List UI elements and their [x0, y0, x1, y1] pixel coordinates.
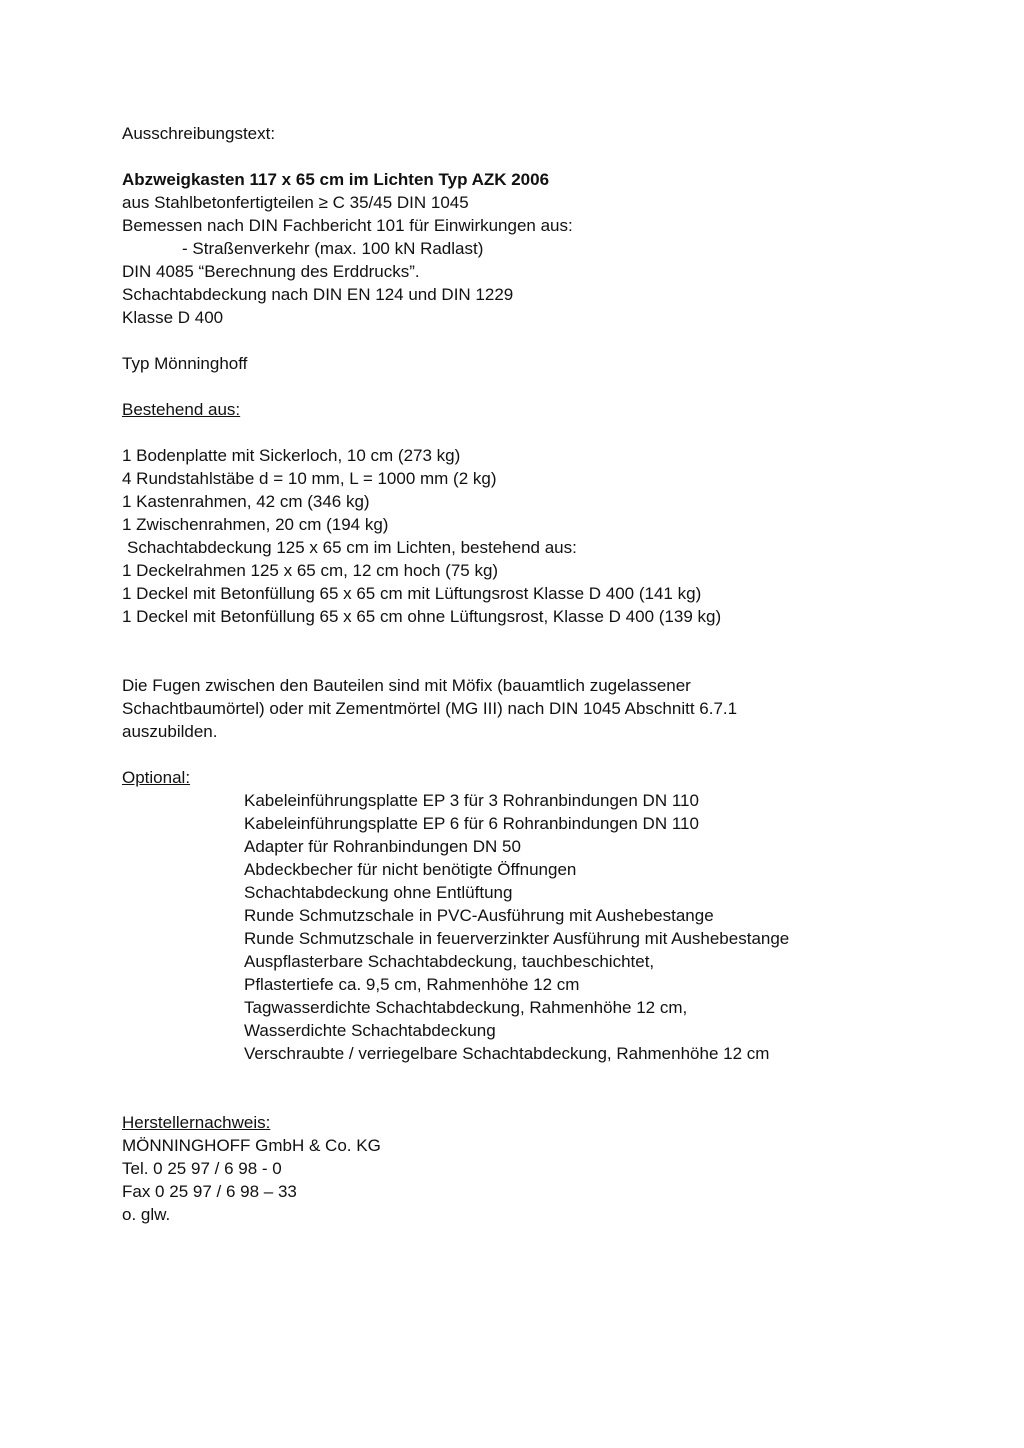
spec-line: Klasse D 400 [122, 308, 224, 327]
document-title: Abzweigkasten 117 x 65 cm im Lichten Typ AZK 2006 [122, 170, 550, 189]
manufacturer-heading: Herstellernachweis: [122, 1113, 271, 1132]
optional-item: Runde Schmutzschale in feuerverzinkter Ausführung mit Aushebestange [244, 929, 790, 948]
header-label: Ausschreibungstext: [122, 124, 276, 143]
manufacturer-name: MÖNNINGHOFF GmbH & Co. KG [122, 1136, 381, 1155]
spec-line: Schachtabdeckung nach DIN EN 124 und DIN 1229 [122, 285, 514, 304]
component-item: 1 Deckel mit Betonfüllung 65 x 65 cm ohne Lüftungsrost, Klasse D 400 (139 kg) [122, 607, 722, 626]
component-item: 1 Deckelrahmen 125 x 65 cm, 12 cm hoch (75 kg) [122, 561, 499, 580]
optional-item: Kabeleinführungsplatte EP 3 für 3 Rohranbindungen DN 110 [244, 791, 699, 810]
optional-item: Verschraubte / verriegelbare Schachtabdeckung, Rahmenhöhe 12 cm [244, 1044, 770, 1063]
optional-item: Tagwasserdichte Schachtabdeckung, Rahmenhöhe 12 cm, [244, 998, 688, 1017]
optional-item: Pflastertiefe ca. 9,5 cm, Rahmenhöhe 12 cm [244, 975, 580, 994]
type-line: Typ Mönninghoff [122, 354, 248, 373]
spec-line: DIN 4085 “Berechnung des Erddrucks”. [122, 262, 420, 281]
document-body [122, 122, 922, 1226]
manufacturer-fax: Fax 0 25 97 / 6 98 – 33 [122, 1182, 297, 1201]
component-item: 1 Deckel mit Betonfüllung 65 x 65 cm mit Lüftungsrost Klasse D 400 (141 kg) [122, 584, 702, 603]
component-item: 4 Rundstahlstäbe d = 10 mm, L = 1000 mm (2 kg) [122, 469, 497, 488]
composition-heading: Bestehend aus: [122, 400, 241, 419]
optional-heading: Optional: [122, 768, 191, 787]
joints-text: Schachtbaumörtel) oder mit Zementmörtel (MG III) nach DIN 1045 Abschnitt 6.7.1 [122, 699, 738, 718]
spec-line: Bemessen nach DIN Fachbericht 101 für Einwirkungen aus: [122, 216, 573, 235]
joints-text: Die Fugen zwischen den Bauteilen sind mit Möfix (bauamtlich zugelassener [122, 676, 691, 695]
optional-item: Adapter für Rohranbindungen DN 50 [244, 837, 521, 856]
component-item: 1 Bodenplatte mit Sickerloch, 10 cm (273 kg) [122, 446, 461, 465]
component-item: 1 Zwischenrahmen, 20 cm (194 kg) [122, 515, 389, 534]
optional-item: Auspflasterbare Schachtabdeckung, tauchbeschichtet, [244, 952, 655, 971]
optional-item: Runde Schmutzschale in PVC-Ausführung mit Aushebestange [244, 906, 714, 925]
optional-item: Abdeckbecher für nicht benötigte Öffnungen [244, 860, 577, 879]
optional-item: Kabeleinführungsplatte EP 6 für 6 Rohranbindungen DN 110 [244, 814, 699, 833]
spec-line: - Straßenverkehr (max. 100 kN Radlast) [182, 239, 484, 258]
optional-item: Schachtabdeckung ohne Entlüftung [244, 883, 513, 902]
component-item: Schachtabdeckung 125 x 65 cm im Lichten, bestehend aus: [127, 538, 577, 557]
manufacturer-tel: Tel. 0 25 97 / 6 98 - 0 [122, 1159, 282, 1178]
manufacturer-equivalent: o. glw. [122, 1205, 171, 1224]
component-item: 1 Kastenrahmen, 42 cm (346 kg) [122, 492, 370, 511]
spec-line: aus Stahlbetonfertigteilen ≥ C 35/45 DIN 1045 [122, 193, 469, 212]
joints-text: auszubilden. [122, 722, 218, 741]
optional-item: Wasserdichte Schachtabdeckung [244, 1021, 496, 1040]
